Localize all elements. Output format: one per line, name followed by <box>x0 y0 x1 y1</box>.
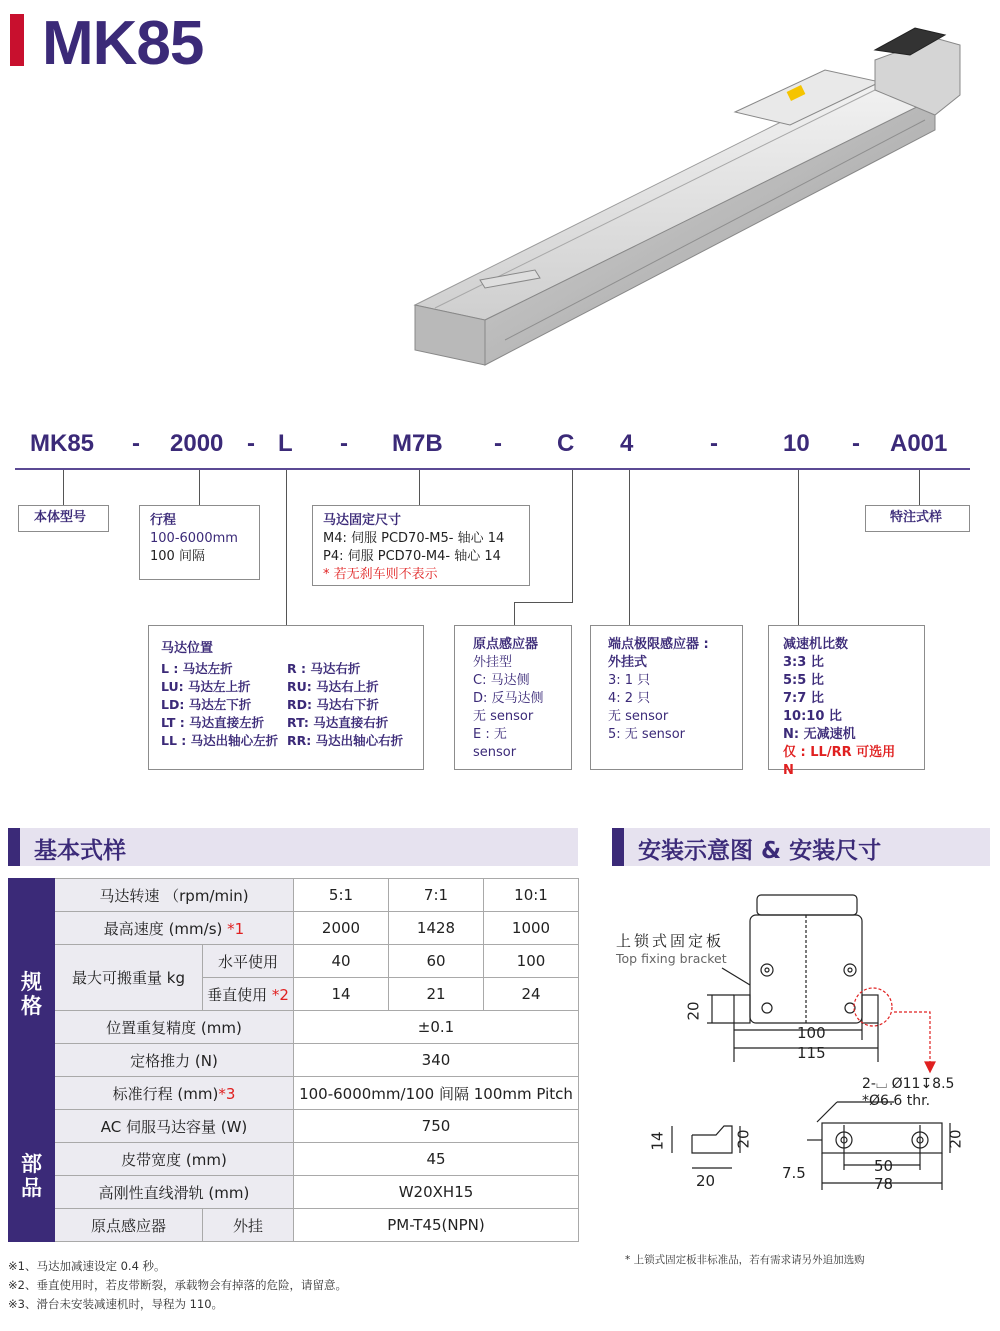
table-cell: W20XH15 <box>294 1176 579 1209</box>
connector-line <box>286 470 287 625</box>
max-speed-label: 最高速度 (mm/s) *1 <box>55 912 294 945</box>
header-mark <box>8 828 20 866</box>
install-header <box>612 828 990 866</box>
table-cell: PM-T45(NPN) <box>294 1209 579 1242</box>
code-dash: - <box>247 430 255 457</box>
reducer-3: 3:3 比 <box>783 655 824 670</box>
origin-sensor-title: 原点感应器 <box>473 637 539 652</box>
table-cell: 5:1 <box>294 879 389 912</box>
belt-label: 皮带宽度 (mm) <box>55 1143 294 1176</box>
code-underline <box>15 468 970 470</box>
origin-label: 原点感应器 <box>55 1209 203 1242</box>
motor-position-item: L : 马达左折 <box>161 661 233 676</box>
install-title: 安装示意图 & 安装尺寸 <box>638 838 882 864</box>
origin-sub-label: 外挂 <box>203 1209 294 1242</box>
motor-position-item: RU: 马达右上折 <box>287 679 379 694</box>
code-dash: - <box>340 430 348 457</box>
dim-14: 14 <box>648 1131 667 1151</box>
stroke-title: 行程 <box>150 513 177 528</box>
page-title: MK85 <box>42 9 204 78</box>
table-cell: ±0.1 <box>294 1011 579 1044</box>
table-cell: 100 <box>484 945 579 978</box>
stroke-range: 100-6000mm <box>150 531 238 546</box>
origin-sensor-none: 无 sensor <box>473 709 534 724</box>
connector-line <box>63 470 64 505</box>
dim-115: 115 <box>797 1044 826 1062</box>
table-cell: 7:1 <box>389 879 484 912</box>
table-cell: 60 <box>389 945 484 978</box>
table-row <box>9 1044 579 1077</box>
code-dash: - <box>710 430 718 457</box>
max-load-label: 最大可搬重量 kg <box>55 945 203 1011</box>
stroke-label: 标准行程 (mm)*3 <box>55 1077 294 1110</box>
table-cell: 21 <box>389 978 484 1011</box>
code-part-limit-sensor: 4 <box>620 430 634 457</box>
thrust-label: 定格推力 (N) <box>55 1044 294 1077</box>
motor-position-item: LL : 马达出轴心左折 <box>161 733 279 748</box>
hole-thread: *Ø6.6 thr. <box>862 1093 931 1109</box>
code-part-special: A001 <box>890 430 948 457</box>
origin-sensor-c: C: 马达侧 <box>473 673 530 688</box>
origin-sensor-type: 外挂型 <box>473 655 513 670</box>
hole-spec: 2-⌴ Ø11↧8.5 <box>862 1076 955 1092</box>
special-box: 特注式样 <box>865 505 970 532</box>
detail-circle <box>854 988 892 1026</box>
title-accent-bar <box>10 14 24 66</box>
table-cell: 1428 <box>389 912 484 945</box>
bracket-label-en: Top fixing bracket <box>616 951 727 966</box>
install-note: * 上锁式固定板非标准品，若有需求请另外追加选购 <box>625 1254 865 1266</box>
footnote-3: ※3、滑台未安装减速机时，导程为 110。 <box>8 1297 224 1311</box>
connector-line <box>572 470 573 602</box>
bracket-label-cn: 上锁式固定板 <box>616 932 725 950</box>
code-dash: - <box>494 430 502 457</box>
connector-line <box>199 470 200 505</box>
connector-line <box>514 602 573 603</box>
dim-50: 50 <box>874 1157 894 1175</box>
motor-position-right-list <box>287 660 403 750</box>
footnote-2: ※2、垂直使用时，若皮带断裂，承载物会有掉落的危险，请留意。 <box>8 1278 347 1292</box>
limit-sensor-box <box>590 625 743 770</box>
motor-position-box <box>148 625 424 770</box>
reducer-n: N: 无减速机 <box>783 727 856 742</box>
motor-mount-box <box>312 505 530 586</box>
reducer-10: 10:10 比 <box>783 709 842 724</box>
table-row <box>9 945 579 978</box>
motor-position-item: LT : 马达直接左折 <box>161 715 265 730</box>
table-cell: 40 <box>294 945 389 978</box>
connector-line <box>919 470 920 505</box>
motor-position-item: RR: 马达出轴心右折 <box>287 733 404 748</box>
stroke-box <box>139 505 260 580</box>
origin-sensor-e: E : 无 sensor <box>473 727 517 760</box>
stroke-interval: 100 间隔 <box>150 549 205 564</box>
table-cell: 750 <box>294 1110 579 1143</box>
origin-sensor-box <box>454 625 572 770</box>
code-part-motor-position: L <box>278 430 293 457</box>
basic-spec-header <box>8 828 578 866</box>
motor-position-item: R : 马达右折 <box>287 661 361 676</box>
table-row <box>9 912 579 945</box>
table-cell: 14 <box>294 978 389 1011</box>
table-cell: 1000 <box>484 912 579 945</box>
table-cell: 10:1 <box>484 879 579 912</box>
connector-line <box>419 470 420 505</box>
table-row <box>9 1176 579 1209</box>
header-mark <box>612 828 624 866</box>
limit-sensor-3: 3: 1 只 <box>608 673 651 688</box>
connector-line <box>514 602 515 625</box>
group-spec: 规 格 <box>9 879 55 1110</box>
limit-sensor-title: 端点极限感应器 : <box>608 637 709 652</box>
product-image <box>405 20 975 380</box>
horizontal-label: 水平使用 <box>203 945 294 978</box>
dim-78: 78 <box>874 1175 894 1193</box>
limit-sensor-4: 4: 2 只 <box>608 691 651 706</box>
footnote-1: ※1、马达加减速设定 0.4 秒。 <box>8 1259 166 1273</box>
repeat-label: 位置重复精度 (mm) <box>55 1011 294 1044</box>
table-row <box>9 1209 579 1242</box>
reducer-note: 仅 : LL/RR 可选用 N <box>783 745 896 778</box>
table-cell: 340 <box>294 1044 579 1077</box>
motor-mount-p4: P4: 伺服 PCD70-M4- 轴心 14 <box>323 549 501 564</box>
reducer-box <box>768 625 925 778</box>
table-cell: 24 <box>484 978 579 1011</box>
limit-sensor-none: 无 sensor <box>608 709 669 724</box>
dim-20-plate: 20 <box>946 1129 965 1149</box>
table-cell: 100-6000mm/100 间隔 100mm Pitch <box>294 1077 579 1110</box>
reducer-7: 7:7 比 <box>783 691 824 706</box>
code-part-origin-sensor: C <box>557 430 575 457</box>
code-part-reducer: 10 <box>783 430 810 457</box>
spec-table <box>8 878 579 1242</box>
code-part-model: MK85 <box>30 430 95 457</box>
code-part-stroke: 2000 <box>170 430 224 457</box>
motor-position-item: LU: 马达左上折 <box>161 679 251 694</box>
motor-top <box>757 895 857 915</box>
dim-100: 100 <box>797 1024 826 1042</box>
table-row <box>9 879 579 912</box>
code-dash: - <box>132 430 140 457</box>
connector-line <box>798 470 799 625</box>
table-row <box>9 1143 579 1176</box>
reducer-5: 5:5 比 <box>783 673 824 688</box>
code-part-motor-mount: M7B <box>392 430 443 457</box>
table-row <box>9 1077 579 1110</box>
motor-position-title: 马达位置 <box>161 641 214 656</box>
vertical-label: 垂直使用 *2 <box>203 978 294 1011</box>
dim-20-side: 20 <box>734 1129 753 1149</box>
bracket-left <box>734 995 750 1023</box>
basic-spec-title: 基本式样 <box>34 838 126 864</box>
motor-mount-note: * 若无刹车则不表示 <box>323 567 438 582</box>
code-dash: - <box>852 430 860 457</box>
limit-sensor-type: 外挂式 <box>608 655 648 670</box>
dim-7-5: 7.5 <box>782 1164 806 1182</box>
motor-mount-m4: M4: 伺服 PCD70-M5- 轴心 14 <box>323 531 505 546</box>
table-cell: 2000 <box>294 912 389 945</box>
motor-position-item: LD: 马达左下折 <box>161 697 252 712</box>
motor-speed-label: 马达转速 （rpm/min) <box>55 879 294 912</box>
origin-sensor-d: D: 反马达侧 <box>473 691 544 706</box>
table-row <box>9 1110 579 1143</box>
connector-line <box>629 470 630 625</box>
motor-mount-title: 马达固定尺寸 <box>323 513 402 528</box>
motor-position-item: RD: 马达右下折 <box>287 697 379 712</box>
body-model-box: 本体型号 <box>18 505 109 532</box>
rail-label: 高刚性直线滑轨 (mm) <box>55 1176 294 1209</box>
limit-sensor-5: 5: 无 sensor <box>608 727 685 742</box>
bracket-right <box>862 995 878 1023</box>
motor-position-item: RT: 马达直接右折 <box>287 715 389 730</box>
dim-20-height: 20 <box>684 1001 703 1021</box>
motor-position-left-list <box>161 660 278 750</box>
bracket-plate <box>822 1123 942 1153</box>
table-cell: 45 <box>294 1143 579 1176</box>
ac-servo-label: AC 伺服马达容量 (W) <box>55 1110 294 1143</box>
reducer-title: 减速机比数 <box>783 637 849 652</box>
table-row <box>9 1011 579 1044</box>
dim-20-width: 20 <box>696 1172 716 1190</box>
group-parts: 部 品 <box>9 1110 55 1242</box>
